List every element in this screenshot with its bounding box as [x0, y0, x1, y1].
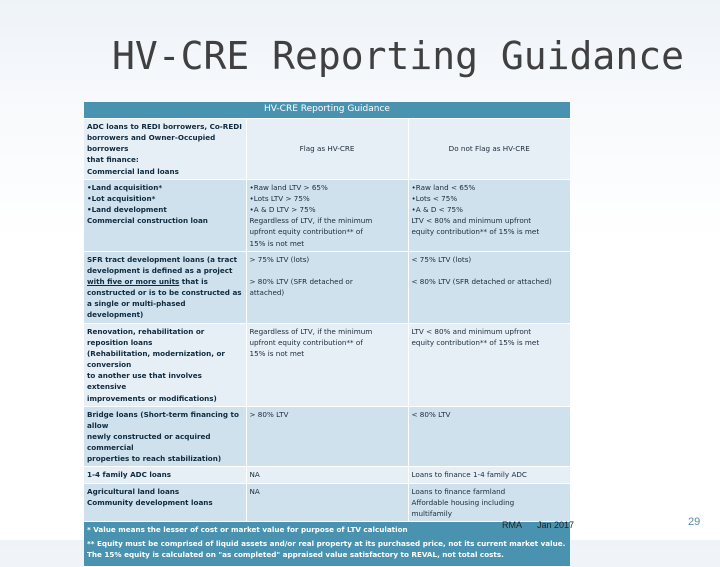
row-5-col-c-line: Loans to finance 1-4 family ADC — [411, 470, 527, 480]
row-3-col-c-line: equity contribution** of 15% is met — [411, 337, 540, 347]
table-row — [84, 483, 570, 521]
row-6-col-b — [246, 483, 408, 521]
row-1-col-c-line: •Raw land < 65% — [411, 182, 476, 192]
row-3-col-b-line: upfront equity contribution** of — [249, 337, 363, 347]
header-flag: Flag as HV-CRE — [246, 118, 408, 179]
row-1-col-a-line: Commercial construction loan — [87, 216, 208, 226]
footnote-equity: ** Equity must be comprised of liquid assets and/or real property at its purchased price, not its current market value. The 15% equity is calculated on "as completed" appraised value satisfactory to REVAL, not total costs. — [87, 539, 566, 560]
row-1-col-c-line: •Lots < 75% — [411, 193, 458, 203]
table-caption: HV-CRE Reporting Guidance — [84, 102, 570, 118]
header-col-a — [84, 118, 246, 179]
row-2-col-a-underlined: with five or more units — [87, 276, 180, 286]
header-col-a-line: ADC loans to REDI borrowers, Co-REDI — [87, 121, 242, 131]
row-4-col-c — [408, 406, 570, 467]
row-2-col-c-line — [412, 265, 568, 276]
row-6-col-a-line: Community development loans — [87, 497, 213, 507]
guidance-table — [84, 102, 570, 567]
slide-title: HV-CRE Reporting Guidance — [112, 34, 684, 78]
row-6-col-a — [84, 483, 246, 521]
header-do-not-flag: Do not Flag as HV-CRE — [408, 118, 570, 179]
row-2-col-b-line — [250, 265, 405, 276]
row-2-col-b-line: > 75% LTV (lots) — [249, 254, 310, 264]
table-row — [84, 323, 570, 406]
row-3-col-a-line: to another use that involves extensive — [87, 371, 202, 392]
row-2-col-c-line: < 80% LTV (SFR detached or attached) — [411, 276, 552, 286]
row-1-col-b-line: 15% is not met — [249, 238, 305, 248]
row-5-col-c — [408, 467, 570, 483]
row-5-col-a-line: 1-4 family ADC loans — [87, 470, 172, 480]
table-header-row — [84, 118, 570, 179]
row-2-col-c-line: < 75% LTV (lots) — [411, 254, 472, 264]
row-2-col-b-line: > 80% LTV (SFR detached or — [249, 276, 353, 286]
row-1-col-c-line: •A & D < 75% — [411, 205, 463, 215]
row-1-col-b — [246, 179, 408, 251]
footnotes — [84, 522, 570, 566]
row-2-col-b-line: attached) — [249, 288, 285, 298]
header-col-a-line: that finance: — [87, 155, 139, 165]
row-1-col-a-line: •Land development — [87, 205, 167, 215]
row-1-col-c-line: LTV < 80% and minimum upfront — [411, 216, 532, 226]
row-1-col-b-line: •Raw land LTV > 65% — [249, 182, 328, 192]
row-4-col-b-line: > 80% LTV — [249, 409, 289, 419]
row-6-col-c-line: Loans to finance farmland — [411, 486, 506, 496]
table-row — [84, 406, 570, 467]
row-3-col-b — [246, 323, 408, 406]
row-3-col-a-line: improvements or modifications) — [87, 393, 217, 403]
row-3-col-b-line: 15% is not met — [249, 348, 305, 358]
row-3-col-a — [84, 323, 246, 406]
row-2-col-a-pre: SFR tract development loans (a tract development is defined as a project — [87, 254, 238, 275]
row-1-col-c — [408, 179, 570, 251]
row-6-col-c — [408, 483, 570, 521]
table-row — [84, 467, 570, 483]
row-4-col-a — [84, 406, 246, 467]
footnote-row — [84, 522, 570, 566]
footnote-value: * Value means the lesser of cost or market value for purpose of LTV calculation — [87, 525, 408, 535]
row-4-col-b — [246, 406, 408, 467]
row-3-col-a-line: (Rehabilitation, modernization, or conversion — [87, 348, 225, 370]
row-1-col-b-line: upfront equity contribution** of — [249, 227, 363, 237]
table-caption-row — [84, 102, 570, 118]
row-1-col-c-line: equity contribution** of 15% is met — [411, 227, 540, 237]
row-4-col-a-line: properties to reach stabilization) — [87, 454, 222, 464]
row-1-col-b-line: Regardless of LTV, if the minimum — [249, 216, 373, 226]
row-3-col-b-line: Regardless of LTV, if the minimum — [249, 326, 373, 336]
table-row — [84, 251, 570, 323]
row-4-col-a-line: newly constructed or acquired commercial — [87, 432, 211, 453]
row-1-col-a-line: •Land acquisition* — [87, 182, 163, 192]
header-col-a-line: borrowers and Owner-Occupied borrowers — [87, 133, 216, 154]
row-4-col-a-line: Bridge loans (Short-term financing to allow — [87, 409, 239, 430]
header-col-a-line: Commercial land loans — [87, 166, 179, 176]
row-3-col-a-line: Renovation, rehabilitation or reposition loans — [87, 326, 205, 347]
row-1-col-a-line: •Lot acquisition* — [87, 193, 156, 203]
row-6-col-b-line: NA — [249, 486, 260, 496]
row-3-col-c — [408, 323, 570, 406]
row-6-col-a-line: Agricultural land loans — [87, 486, 180, 496]
row-5-col-b — [246, 467, 408, 483]
row-6-col-c-line: multifamily — [411, 508, 453, 518]
row-4-col-c-line: < 80% LTV — [411, 409, 451, 419]
slide-number: 29 — [688, 516, 701, 528]
row-5-col-b-line: NA — [249, 470, 260, 480]
row-2-col-a — [84, 251, 246, 323]
row-6-col-c-line: Affordable housing including — [411, 497, 515, 507]
row-3-col-c-line: LTV < 80% and minimum upfront — [411, 326, 532, 336]
row-1-col-a — [84, 179, 246, 251]
footer-source: RMA — [502, 520, 522, 530]
footer-date: Jan 2017 — [537, 520, 575, 530]
row-5-col-a — [84, 467, 246, 483]
table-row — [84, 179, 570, 251]
row-1-col-b-line: •Lots LTV > 75% — [249, 193, 310, 203]
row-2-col-a-post: that is constructed or is to be constructed as a single or multi-phased development) — [87, 276, 242, 320]
row-2-col-c — [408, 251, 570, 323]
row-1-col-b-line: •A & D LTV > 75% — [249, 205, 316, 215]
row-2-col-b — [246, 251, 408, 323]
